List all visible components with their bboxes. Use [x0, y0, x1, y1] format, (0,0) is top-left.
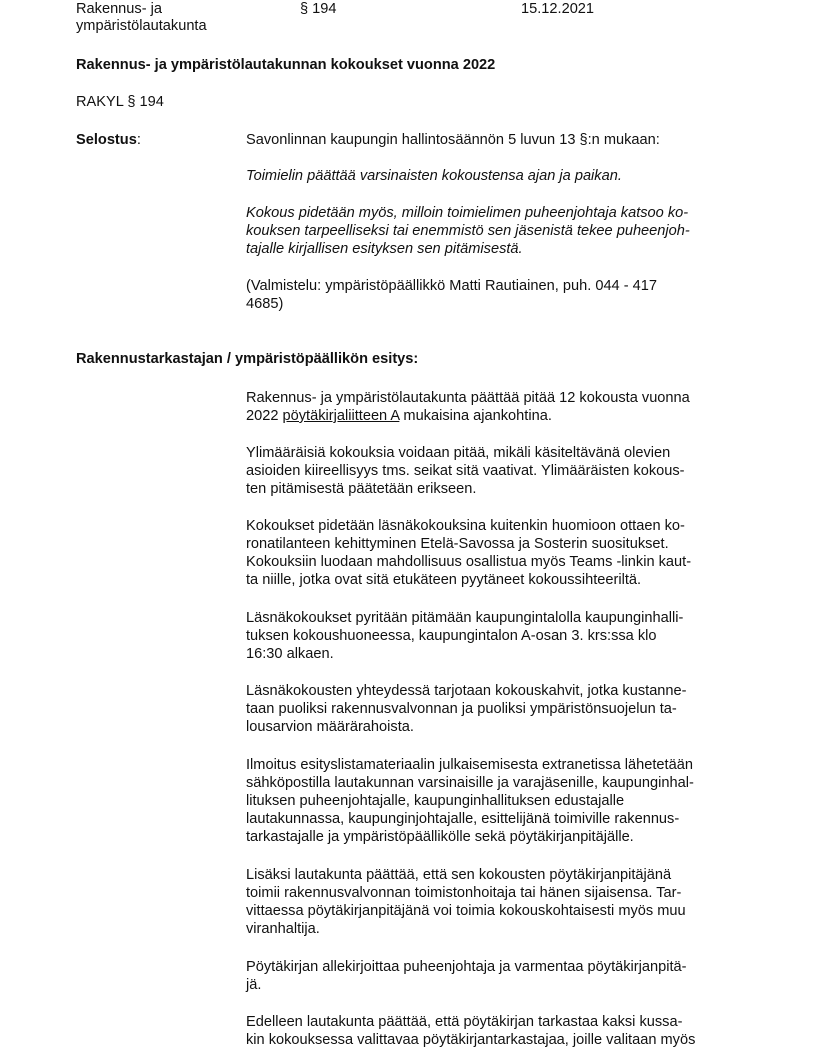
selostus-quote2-line: kouksen tarpeelliseksi tai enemmistö sen jäsenistä tekee puheenjoh- — [246, 223, 690, 239]
proposal-p6-line: lautakunnassa, kaupunginjohtajalle, esittelijänä toimiville rakennus- — [246, 811, 680, 827]
proposal-p3-line: ta niille, jotka ovat sitä etukäteen pyytäneet kokoussihteeriltä. — [246, 572, 642, 588]
selostus-quote2-line: Kokous pidetään myös, milloin toimielimen puheenjohtaja katsoo ko- — [246, 205, 689, 221]
proposal-p3-line: ronatilanteen kehittyminen Etelä-Savossa ja Sosterin suositukset. — [246, 536, 669, 552]
selostus-label-colon: : — [136, 132, 141, 148]
page-title: Rakennus- ja ympäristölautakunnan kokoukset vuonna 2022 — [76, 57, 496, 73]
attachment-a-link[interactable]: pöytäkirjaliitteen A — [282, 408, 400, 424]
proposal-p9-line: Edelleen lautakunta päättää, että pöytäkirjan tarkastaa kaksi kussa- — [246, 1014, 683, 1030]
proposal-p7-line: Lisäksi lautakunta päättää, että sen kokousten pöytäkirjanpitäjänä — [246, 867, 672, 883]
preparer-line: 4685) — [246, 296, 284, 312]
header-section-number: § 194 — [300, 1, 337, 17]
selostus-label-text: Selostus — [76, 132, 137, 148]
header-date: 15.12.2021 — [521, 1, 595, 17]
selostus-label — [76, 131, 141, 149]
proposal-p3-line: Kokouksiin luodaan mahdollisuus osallistua myös Teams -linkin kaut- — [246, 554, 692, 570]
proposal-p1-line — [246, 407, 552, 425]
proposal-p6-line: tarkastajalle ja ympäristöpäällikölle sekä pöytäkirjanpitäjälle. — [246, 829, 634, 845]
proposal-p7-line: vittaessa pöytäkirjanpitäjänä voi toimia kokouskohtaisesti myös muu — [246, 903, 686, 919]
preparer-line: (Valmistelu: ympäristöpäällikkö Matti Rautiainen, puh. 044 - 417 — [246, 278, 657, 294]
proposal-p5-line: taan puoliksi rakennusvalvonnan ja puoliksi ympäristönsuojelun ta- — [246, 701, 677, 717]
proposal-p7-line: toimii rakennusvalvonnan toimistonhoitaja tai hänen sijaisensa. Tar- — [246, 885, 682, 901]
proposal-p1-text: mukaisina ajankohtina. — [399, 408, 552, 424]
proposal-p6-line: sähköpostilla lautakunnan varsinaisille ja varajäsenille, kaupunginhal- — [246, 775, 694, 791]
proposal-p2-line: asioiden kiireellisyys tms. seikat sitä vaativat. Ylimääräisten kokous- — [246, 463, 685, 479]
selostus-quote2-line: tajalle kirjallisen esityksen sen pitämisestä. — [246, 241, 523, 257]
header-org-line1: Rakennus- ja — [76, 1, 162, 17]
selostus-intro: Savonlinnan kaupungin hallintosäännön 5 luvun 13 §:n mukaan: — [246, 132, 660, 148]
proposal-p6-line: lituksen puheenjohtajalle, kaupunginhallituksen edustajalle — [246, 793, 625, 809]
proposal-p1-text: 2022 — [246, 408, 283, 424]
proposal-p4-line: 16:30 alkaen. — [246, 646, 334, 662]
proposal-heading: Rakennustarkastajan / ympäristöpäällikön esitys: — [76, 351, 419, 367]
reference-code: RAKYL § 194 — [76, 94, 164, 110]
proposal-p5-line: Läsnäkokousten yhteydessä tarjotaan kokouskahvit, jotka kustanne- — [246, 683, 687, 699]
header-org-line2: ympäristölautakunta — [76, 18, 207, 34]
proposal-p5-line: lousarvion määrärahoista. — [246, 719, 414, 735]
proposal-p1-line: Rakennus- ja ympäristölautakunta päättää pitää 12 kokousta vuonna — [246, 390, 690, 406]
proposal-p3-line: Kokoukset pidetään läsnäkokouksina kuitenkin huomioon ottaen ko- — [246, 518, 685, 534]
proposal-p8-line: jä. — [246, 977, 262, 993]
proposal-p4-line: tuksen kokoushuoneessa, kaupungintalon A-osan 3. krs:ssa klo — [246, 628, 657, 644]
selostus-quote1: Toimielin päättää varsinaisten kokoustensa ajan ja paikan. — [246, 168, 622, 184]
proposal-p2-line: Ylimääräisiä kokouksia voidaan pitää, mikäli käsiteltävänä olevien — [246, 445, 671, 461]
proposal-p2-line: ten pitämisestä päätetään erikseen. — [246, 481, 477, 497]
proposal-p6-line: Ilmoitus esityslistamateriaalin julkaisemisesta extranetissa lähetetään — [246, 757, 693, 773]
proposal-p8-line: Pöytäkirjan allekirjoittaa puheenjohtaja ja varmentaa pöytäkirjanpitä- — [246, 959, 687, 975]
proposal-p7-line: viranhaltija. — [246, 921, 320, 937]
proposal-p4-line: Läsnäkokoukset pyritään pitämään kaupungintalolla kaupunginhalli- — [246, 610, 684, 626]
proposal-p9-line: kin kokouksessa valittavaa pöytäkirjantarkastajaa, joille valitaan myös — [246, 1032, 696, 1048]
